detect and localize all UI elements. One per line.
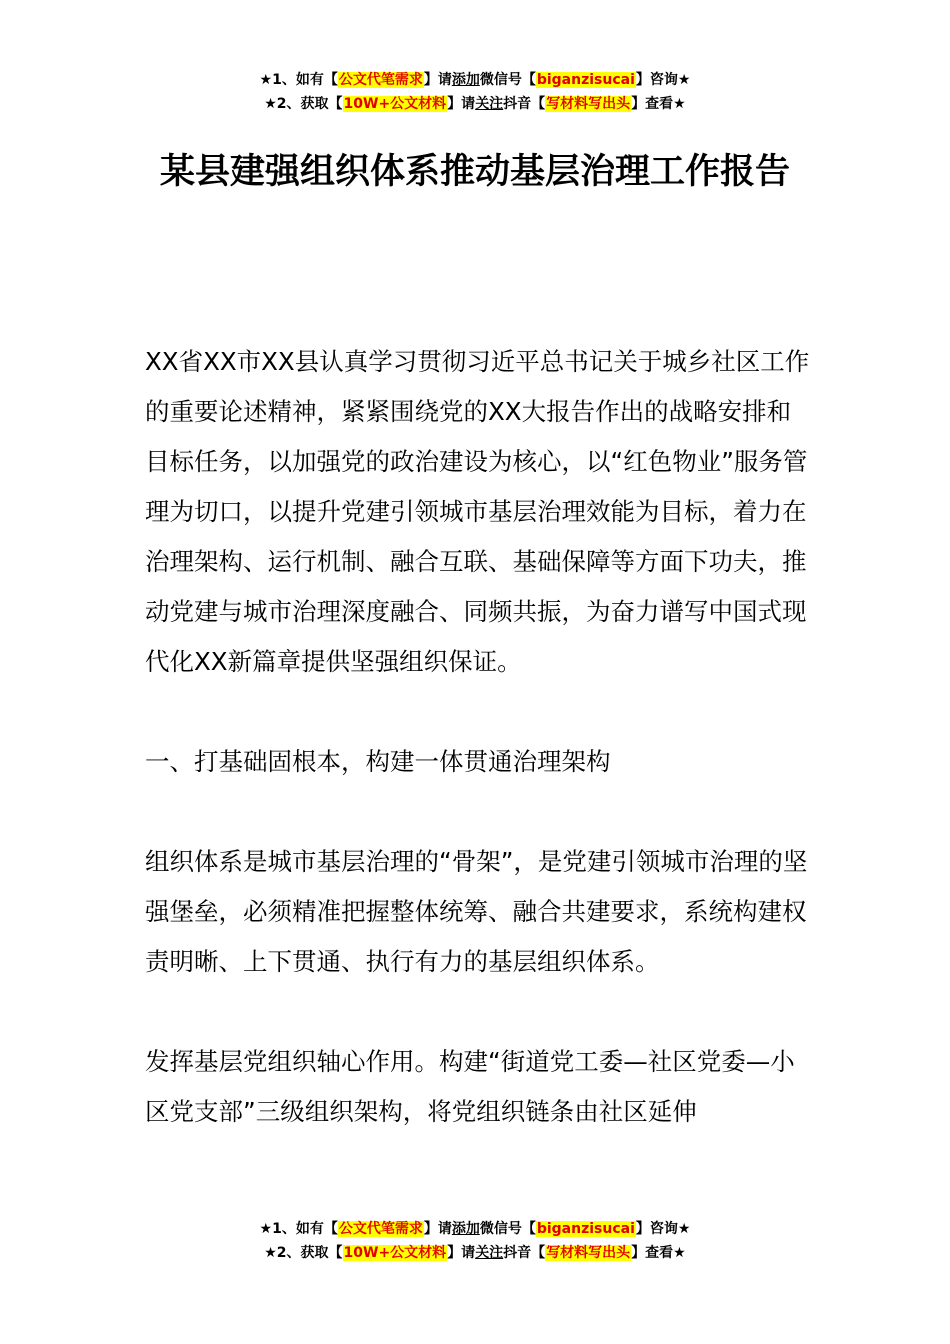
banner-text: ★1、如有【: [259, 72, 338, 88]
banner-text: 】请: [423, 1221, 452, 1237]
banner-text: 】请: [447, 96, 476, 112]
banner-wechat-id: biganzisucai: [536, 72, 635, 88]
banner-emphasis: 添加: [451, 1221, 480, 1237]
header-banner: [0, 68, 950, 116]
banner-emphasis: 关注: [475, 1245, 504, 1261]
banner-emphasis: 添加: [451, 72, 480, 88]
banner-text: 抖音【: [503, 96, 546, 112]
banner-highlight: 公文代笔需求: [338, 1221, 423, 1237]
document-body: [145, 337, 810, 1187]
banner-text: ★2、获取【: [264, 1245, 343, 1261]
banner-text: 】咨询★: [635, 72, 691, 88]
banner-text: 】咨询★: [635, 1221, 691, 1237]
banner-line-1: [0, 68, 950, 92]
section-heading: 一、打基础固根本，构建一体贯通治理架构: [145, 747, 611, 776]
banner-text: 微信号【: [479, 72, 536, 88]
banner-highlight: 公文代笔需求: [338, 72, 423, 88]
banner-text: 微信号【: [479, 1221, 536, 1237]
body-paragraph: 组织体系是城市基层治理的“骨架”，是党建引领城市治理的坚强堡垒，必须精准把握整体统筹、融合共建要求，系统构建权责明晰、上下贯通、执行有力的基层组织体系。: [145, 847, 808, 976]
footer-banner: [0, 1217, 950, 1265]
banner-highlight: 10W+公文材料: [343, 1245, 447, 1261]
intro-paragraph: XX省XX市XX县认真学习贯彻习近平总书记关于城乡社区工作的重要论述精神，紧紧围绕党的XX大报告作出的战略安排和目标任务，以加强党的政治建设为核心，以“红色物业”服务管理为切口，以提升党建引领城市基层治理效能为目标，着力在治理架构、运行机制、融合互联、基础保障等方面下功夫，推动党建与城市治理深度融合、同频共振，为奋力谱写中国式现代化XX新篇章提供坚强组织保证。: [145, 347, 810, 676]
banner-text: 】请: [447, 1245, 476, 1261]
banner-account-name: 写材料写出头: [546, 96, 631, 112]
banner-highlight: 10W+公文材料: [343, 96, 447, 112]
banner-text: 】查看★: [631, 96, 686, 112]
document-title: 某县建强组织体系推动基层治理工作报告: [159, 152, 790, 192]
banner-account-name: 写材料写出头: [546, 1245, 631, 1261]
banner-wechat-id: biganzisucai: [536, 1221, 635, 1237]
banner-text: 抖音【: [503, 1245, 546, 1261]
banner-text: 】请: [423, 72, 452, 88]
body-paragraph: 发挥基层党组织轴心作用。构建“街道党工委—社区党委—小区党支部”三级组织架构，将党组织链条由社区延伸: [145, 1047, 795, 1126]
banner-emphasis: 关注: [475, 96, 504, 112]
banner-text: 】查看★: [631, 1245, 686, 1261]
banner-line-2: [0, 1241, 950, 1265]
banner-line-2: [0, 92, 950, 116]
banner-text: ★2、获取【: [264, 96, 343, 112]
banner-line-1: [0, 1217, 950, 1241]
banner-text: ★1、如有【: [259, 1221, 338, 1237]
